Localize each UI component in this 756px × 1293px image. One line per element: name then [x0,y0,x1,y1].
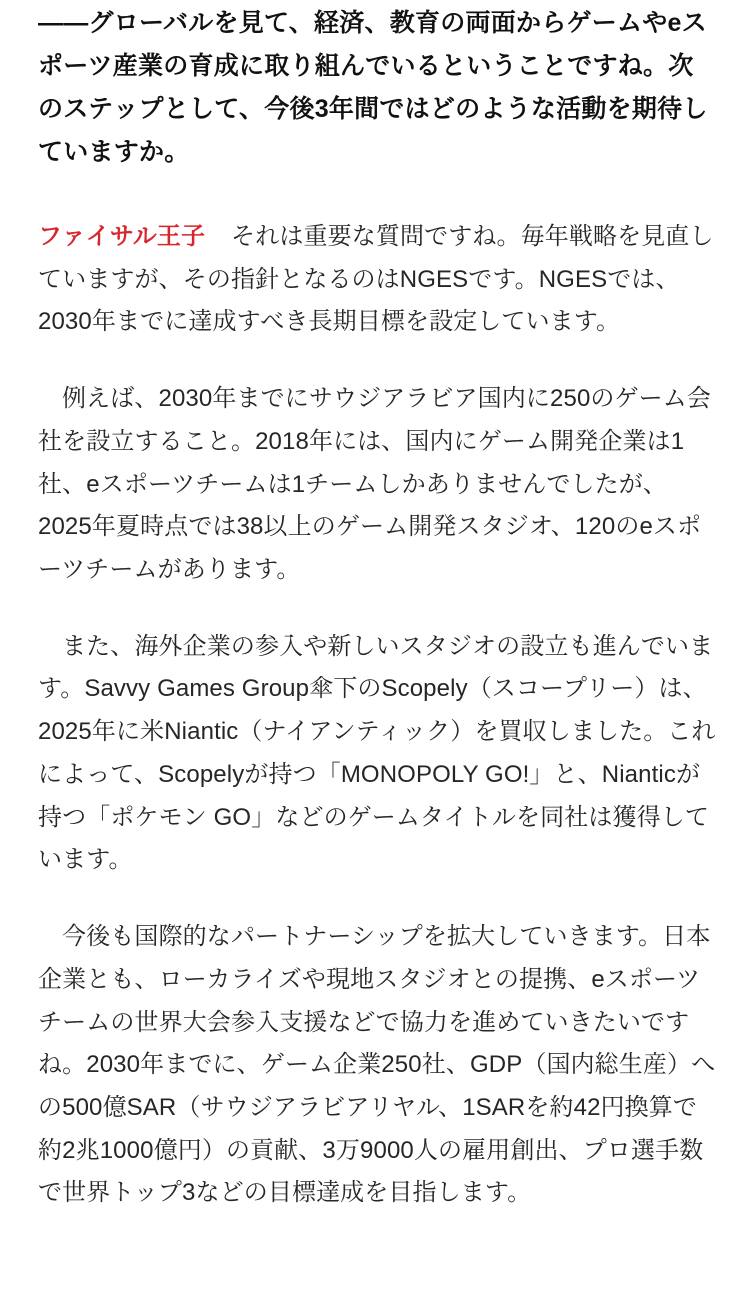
interview-question: ——グローバルを見て、経済、教育の両面からゲームやeスポーツ産業の育成に取り組んでいるということですね。次のステップとして、今後3年間ではどのような活動を期待していますか。 [38,9,708,166]
answer-paragraph-1 [38,216,718,344]
answer-paragraph-4 [38,916,718,1215]
speaker-name: ファイサル王子 [38,223,206,250]
paragraph-spacer [38,344,718,378]
answer-text-3: また、海外企業の参入や新しいスタジオの設立も進んでいます。Savvy Games Group傘下のScopely（スコープリー）は、2025年に米Niantic（ナイアンティック）を買収しました。これによって、Scopelyが持つ「MONOPOLY GO!」と、Nianticが持つ「ポケモン GO」などのゲームタイトルを同社は獲得しています。 [38,632,716,874]
paragraph-spacer [38,592,718,626]
paragraph-spacer [38,882,718,916]
answer-text-2: 例えば、2030年までにサウジアラビア国内に250のゲーム会社を設立すること。2018年には、国内にゲーム開発企業は1社、eスポーツチームは1チームしかありませんでしたが、2025年夏時点では38以上のゲーム開発スタジオ、120のeスポーツチームがあります。 [38,385,712,584]
paragraph-spacer [38,174,718,216]
answer-text-4: 今後も国際的なパートナーシップを拡大していきます。日本企業とも、ローカライズや現地スタジオとの提携、eスポーツチームの世界大会参入支援などで協力を進めていきたいですね。2030年までに、ゲーム企業250社、GDP（国内総生産）への500億SAR（サウジアラビアリヤル、1SARを約42円換算で約2兆1000億円）の貢献、3万9000人の雇用創出、プロ選手数で世界トップ3などの目標達成を目指します。 [38,923,716,1207]
answer-text-1: それは重要な質問ですね。毎年戦略を見直していますが、その指針となるのはNGESです。NGESでは、2030年までに達成すべき長期目標を設定しています。 [38,223,714,336]
answer-paragraph-2 [38,378,718,592]
answer-paragraph-3 [38,626,718,882]
